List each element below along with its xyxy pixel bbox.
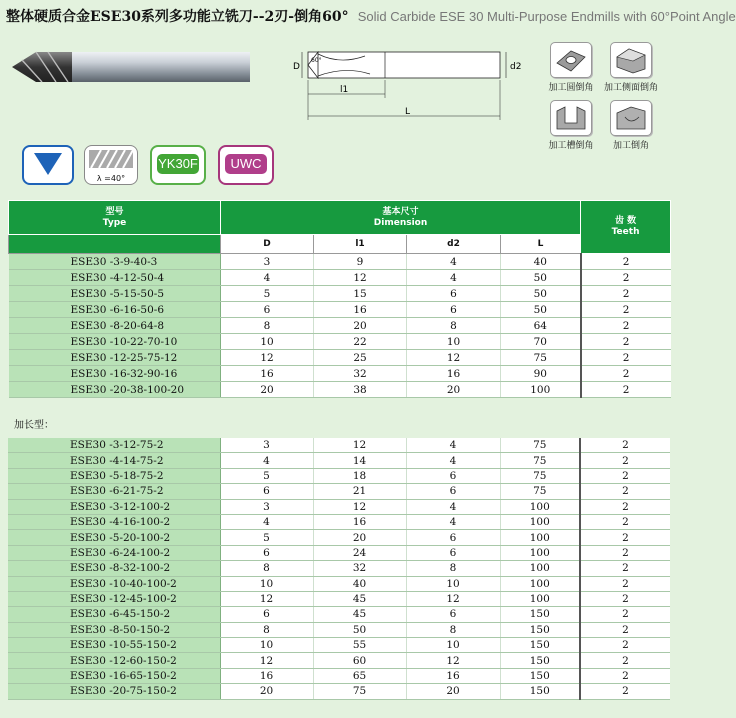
length-cell: 100 bbox=[500, 514, 580, 529]
slot-chamfer-icon bbox=[550, 100, 592, 136]
type-cell: ESE30 -20-75-150-2 bbox=[8, 684, 220, 699]
l1-cell: 32 bbox=[313, 561, 406, 576]
type-cell: ESE30 -10-40-100-2 bbox=[8, 576, 220, 591]
endmill-image bbox=[12, 46, 252, 88]
type-cell: ESE30 -20-38-100-20 bbox=[9, 382, 221, 398]
teeth-cell: 2 bbox=[581, 350, 671, 366]
d-cell: 5 bbox=[221, 286, 314, 302]
d-cell: 5 bbox=[220, 468, 313, 483]
l1-cell: 50 bbox=[313, 622, 406, 637]
grade-badge bbox=[150, 145, 206, 185]
teeth-cell: 2 bbox=[581, 366, 671, 382]
type-cell: ESE30 -10-22-70-10 bbox=[9, 334, 221, 350]
length-cell: 75 bbox=[500, 468, 580, 483]
table-row bbox=[8, 684, 670, 699]
teeth-header: 齿 数 Teeth bbox=[581, 201, 671, 254]
table-row bbox=[8, 653, 670, 668]
table-row bbox=[8, 576, 670, 591]
teeth-cell: 2 bbox=[581, 286, 671, 302]
table-row bbox=[8, 638, 670, 653]
type-cell: ESE30 -5-20-100-2 bbox=[8, 530, 220, 545]
d-cell: 20 bbox=[220, 684, 313, 699]
d-cell: 6 bbox=[221, 302, 314, 318]
type-cell: ESE30 -6-45-150-2 bbox=[8, 607, 220, 622]
table-row bbox=[8, 514, 670, 529]
d2-cell: 6 bbox=[406, 468, 500, 483]
col-D: D bbox=[221, 235, 314, 254]
d-cell: 12 bbox=[221, 350, 314, 366]
teeth-cell: 2 bbox=[580, 653, 670, 668]
d2-cell: 4 bbox=[407, 254, 501, 270]
length-cell: 64 bbox=[501, 318, 581, 334]
type-cell: ESE30 -12-25-75-12 bbox=[9, 350, 221, 366]
type-cell: ESE30 -6-16-50-6 bbox=[9, 302, 221, 318]
l1-cell: 45 bbox=[313, 591, 406, 606]
type-cell: ESE30 -10-55-150-2 bbox=[8, 638, 220, 653]
type-cell: ESE30 -3-12-100-2 bbox=[8, 499, 220, 514]
round-chamfer-icon bbox=[550, 42, 592, 78]
table-row bbox=[8, 545, 670, 560]
app-label: 加工圆倒角 bbox=[548, 83, 594, 93]
helix-label: λ =40° bbox=[96, 174, 126, 183]
page-title bbox=[6, 6, 736, 26]
d2-cell: 6 bbox=[407, 286, 501, 302]
d-cell: 8 bbox=[220, 622, 313, 637]
length-cell: 75 bbox=[500, 484, 580, 499]
d-cell: 4 bbox=[220, 514, 313, 529]
length-cell: 50 bbox=[501, 302, 581, 318]
teeth-cell: 2 bbox=[580, 684, 670, 699]
label-d2: d2 bbox=[510, 62, 522, 72]
d-cell: 6 bbox=[220, 545, 313, 560]
d2-cell: 12 bbox=[406, 591, 500, 606]
d-cell: 12 bbox=[220, 653, 313, 668]
type-cell: ESE30 -5-18-75-2 bbox=[8, 468, 220, 483]
d2-cell: 12 bbox=[407, 350, 501, 366]
d-cell: 20 bbox=[221, 382, 314, 398]
teeth-cell: 2 bbox=[580, 530, 670, 545]
l1-cell: 16 bbox=[314, 302, 407, 318]
type-cell: ESE30 -16-65-150-2 bbox=[8, 668, 220, 683]
length-cell: 100 bbox=[500, 530, 580, 545]
label-l1: l1 bbox=[340, 85, 349, 95]
extended-section-label: 加长型： bbox=[14, 420, 54, 431]
label-angle: 60° bbox=[311, 57, 322, 64]
v-point-icon bbox=[24, 147, 72, 183]
extended-table bbox=[8, 438, 670, 700]
d-cell: 12 bbox=[220, 591, 313, 606]
app-chamfer bbox=[600, 100, 662, 151]
d-cell: 10 bbox=[220, 638, 313, 653]
d2-cell: 4 bbox=[406, 514, 500, 529]
d2-cell: 6 bbox=[406, 530, 500, 545]
l1-cell: 12 bbox=[313, 438, 406, 453]
grade-label: YK30F bbox=[157, 154, 199, 174]
d-cell: 3 bbox=[220, 438, 313, 453]
length-cell: 150 bbox=[500, 668, 580, 683]
teeth-cell: 2 bbox=[580, 576, 670, 591]
length-cell: 40 bbox=[501, 254, 581, 270]
length-cell: 50 bbox=[501, 286, 581, 302]
d2-cell: 12 bbox=[406, 653, 500, 668]
type-cell: ESE30 -8-20-64-8 bbox=[9, 318, 221, 334]
type-cell: ESE30 -4-16-100-2 bbox=[8, 514, 220, 529]
table-row bbox=[8, 484, 670, 499]
l1-cell: 18 bbox=[313, 468, 406, 483]
length-cell: 100 bbox=[500, 499, 580, 514]
length-cell: 100 bbox=[501, 382, 581, 398]
table-row bbox=[8, 668, 670, 683]
l1-cell: 65 bbox=[313, 668, 406, 683]
l1-cell: 15 bbox=[314, 286, 407, 302]
length-cell: 70 bbox=[501, 334, 581, 350]
l1-cell: 20 bbox=[313, 530, 406, 545]
coating-label: UWC bbox=[225, 154, 267, 174]
type-cell: ESE30 -8-50-150-2 bbox=[8, 622, 220, 637]
l1-cell: 16 bbox=[313, 514, 406, 529]
type-header-blank bbox=[9, 235, 221, 254]
table-row bbox=[8, 453, 670, 468]
length-cell: 150 bbox=[500, 638, 580, 653]
l1-cell: 25 bbox=[314, 350, 407, 366]
teeth-cell: 2 bbox=[581, 302, 671, 318]
label-L: L bbox=[405, 107, 411, 117]
d2-cell: 8 bbox=[407, 318, 501, 334]
table-row bbox=[9, 302, 671, 318]
type-cell: ESE30 -6-24-100-2 bbox=[8, 545, 220, 560]
length-cell: 150 bbox=[500, 622, 580, 637]
coating-badge bbox=[218, 145, 274, 185]
teeth-cell: 2 bbox=[580, 591, 670, 606]
col-l1: l1 bbox=[314, 235, 407, 254]
length-cell: 100 bbox=[500, 591, 580, 606]
d2-cell: 10 bbox=[407, 334, 501, 350]
table-row bbox=[8, 468, 670, 483]
d-cell: 5 bbox=[220, 530, 313, 545]
l1-cell: 9 bbox=[314, 254, 407, 270]
d-cell: 10 bbox=[220, 576, 313, 591]
d2-cell: 4 bbox=[407, 270, 501, 286]
table-row bbox=[9, 270, 671, 286]
title-zh: 整体硬质合金ESE30系列多功能立铣刀--2刃-倒角60° bbox=[6, 9, 349, 25]
l1-cell: 14 bbox=[313, 453, 406, 468]
d2-cell: 4 bbox=[406, 438, 500, 453]
d-cell: 4 bbox=[220, 453, 313, 468]
label-D: D bbox=[293, 62, 300, 72]
l1-cell: 45 bbox=[313, 607, 406, 622]
app-slot-chamfer bbox=[540, 100, 602, 151]
l1-cell: 12 bbox=[313, 499, 406, 514]
col-d2: d2 bbox=[407, 235, 501, 254]
table-row bbox=[9, 382, 671, 398]
app-label: 加工侧面倒角 bbox=[603, 83, 658, 93]
d2-cell: 6 bbox=[407, 302, 501, 318]
l1-cell: 75 bbox=[313, 684, 406, 699]
teeth-cell: 2 bbox=[581, 254, 671, 270]
dimension-header: 基本尺寸 Dimension bbox=[221, 201, 581, 235]
teeth-cell: 2 bbox=[580, 484, 670, 499]
table-row bbox=[9, 350, 671, 366]
length-cell: 75 bbox=[501, 350, 581, 366]
app-label: 加工槽倒角 bbox=[548, 141, 594, 151]
teeth-cell: 2 bbox=[580, 622, 670, 637]
teeth-cell: 2 bbox=[581, 334, 671, 350]
table-row bbox=[8, 499, 670, 514]
l1-cell: 24 bbox=[313, 545, 406, 560]
app-side-chamfer bbox=[600, 42, 662, 93]
d2-cell: 16 bbox=[406, 668, 500, 683]
type-header: 型号 Type bbox=[9, 201, 221, 235]
chamfer-icon bbox=[610, 100, 652, 136]
d2-cell: 6 bbox=[406, 607, 500, 622]
teeth-cell: 2 bbox=[580, 607, 670, 622]
teeth-cell: 2 bbox=[580, 453, 670, 468]
table-row bbox=[9, 318, 671, 334]
length-cell: 90 bbox=[501, 366, 581, 382]
teeth-cell: 2 bbox=[580, 514, 670, 529]
d2-cell: 16 bbox=[407, 366, 501, 382]
d2-cell: 8 bbox=[406, 622, 500, 637]
d2-cell: 8 bbox=[406, 561, 500, 576]
d2-cell: 4 bbox=[406, 453, 500, 468]
app-label: 加工倒角 bbox=[612, 141, 649, 151]
d-cell: 6 bbox=[220, 484, 313, 499]
type-cell: ESE30 -3-12-75-2 bbox=[8, 438, 220, 453]
d-cell: 3 bbox=[221, 254, 314, 270]
type-cell: ESE30 -3-9-40-3 bbox=[9, 254, 221, 270]
d2-cell: 20 bbox=[407, 382, 501, 398]
app-round-chamfer bbox=[540, 42, 602, 93]
d-cell: 16 bbox=[221, 366, 314, 382]
table-row bbox=[8, 622, 670, 637]
teeth-cell: 2 bbox=[580, 438, 670, 453]
teeth-cell: 2 bbox=[581, 318, 671, 334]
l1-cell: 22 bbox=[314, 334, 407, 350]
teeth-cell: 2 bbox=[580, 499, 670, 514]
type-cell: ESE30 -4-14-75-2 bbox=[8, 453, 220, 468]
teeth-cell: 2 bbox=[581, 270, 671, 286]
d-cell: 10 bbox=[221, 334, 314, 350]
table-row bbox=[9, 254, 671, 270]
length-cell: 75 bbox=[500, 453, 580, 468]
l1-cell: 32 bbox=[314, 366, 407, 382]
l1-cell: 38 bbox=[314, 382, 407, 398]
table-row bbox=[8, 591, 670, 606]
length-cell: 75 bbox=[500, 438, 580, 453]
teeth-cell: 2 bbox=[580, 545, 670, 560]
length-cell: 150 bbox=[500, 653, 580, 668]
col-L: L bbox=[501, 235, 581, 254]
table-row bbox=[8, 607, 670, 622]
d2-cell: 6 bbox=[406, 545, 500, 560]
length-cell: 100 bbox=[500, 576, 580, 591]
standard-rows bbox=[9, 254, 671, 398]
d2-cell: 6 bbox=[406, 484, 500, 499]
d-cell: 8 bbox=[221, 318, 314, 334]
d2-cell: 4 bbox=[406, 499, 500, 514]
teeth-cell: 2 bbox=[580, 638, 670, 653]
helix-badge bbox=[84, 145, 138, 185]
type-cell: ESE30 -4-12-50-4 bbox=[9, 270, 221, 286]
d-cell: 8 bbox=[220, 561, 313, 576]
side-chamfer-icon bbox=[610, 42, 652, 78]
table-row bbox=[9, 366, 671, 382]
l1-cell: 21 bbox=[313, 484, 406, 499]
l1-cell: 12 bbox=[314, 270, 407, 286]
length-cell: 150 bbox=[500, 684, 580, 699]
table-row bbox=[8, 530, 670, 545]
length-cell: 150 bbox=[500, 607, 580, 622]
d-cell: 6 bbox=[220, 607, 313, 622]
d2-cell: 10 bbox=[406, 638, 500, 653]
d2-cell: 10 bbox=[406, 576, 500, 591]
table-row bbox=[9, 334, 671, 350]
type-cell: ESE30 -5-15-50-5 bbox=[9, 286, 221, 302]
dimension-drawing bbox=[290, 44, 530, 124]
type-cell: ESE30 -8-32-100-2 bbox=[8, 561, 220, 576]
teeth-cell: 2 bbox=[581, 382, 671, 398]
table-row bbox=[8, 438, 670, 453]
type-cell: ESE30 -12-60-150-2 bbox=[8, 653, 220, 668]
extended-rows bbox=[8, 438, 670, 699]
d-cell: 4 bbox=[221, 270, 314, 286]
type-cell: ESE30 -16-32-90-16 bbox=[9, 366, 221, 382]
length-cell: 100 bbox=[500, 545, 580, 560]
title-en: Solid Carbide ESE 30 Multi-Purpose Endmills with 60°Point Angle bbox=[357, 9, 736, 24]
d2-cell: 20 bbox=[406, 684, 500, 699]
table-row bbox=[8, 561, 670, 576]
table-row bbox=[9, 286, 671, 302]
type-cell: ESE30 -12-45-100-2 bbox=[8, 591, 220, 606]
helix-icon bbox=[85, 146, 137, 172]
teeth-cell: 2 bbox=[580, 668, 670, 683]
length-cell: 100 bbox=[500, 561, 580, 576]
d-cell: 3 bbox=[220, 499, 313, 514]
type-cell: ESE30 -6-21-75-2 bbox=[8, 484, 220, 499]
l1-cell: 20 bbox=[314, 318, 407, 334]
standard-table bbox=[8, 200, 671, 398]
teeth-cell: 2 bbox=[580, 468, 670, 483]
length-cell: 50 bbox=[501, 270, 581, 286]
l1-cell: 60 bbox=[313, 653, 406, 668]
l1-cell: 55 bbox=[313, 638, 406, 653]
d-cell: 16 bbox=[220, 668, 313, 683]
l1-cell: 40 bbox=[313, 576, 406, 591]
point-angle-badge bbox=[22, 145, 74, 185]
teeth-cell: 2 bbox=[580, 561, 670, 576]
